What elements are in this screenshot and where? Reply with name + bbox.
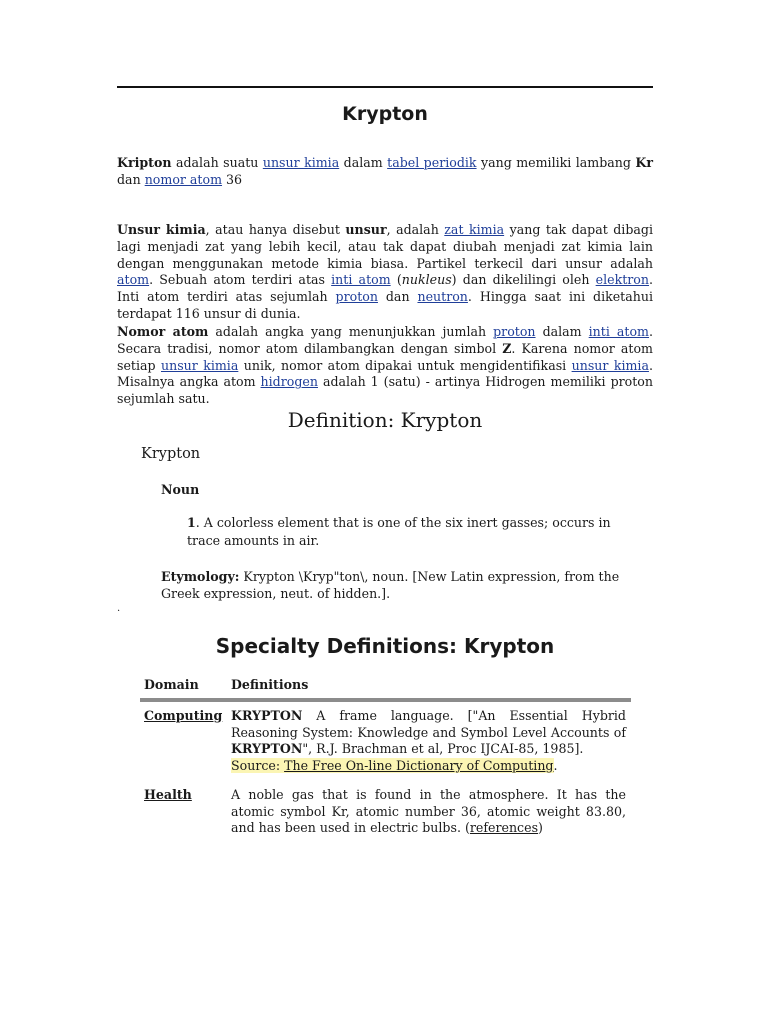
unsur-text: . Hingga saat ini diketahui terdapat 116 unsur di dunia. [117, 289, 654, 321]
definition-cell-health [231, 787, 626, 837]
def-text: ", R.J. Brachman et al, Proc IJCAI-85, 1985]. [302, 741, 584, 757]
unsur-bold-word: unsur [345, 222, 387, 237]
unsur-text: , adalah [386, 222, 445, 237]
link-atom[interactable]: atom [117, 272, 150, 288]
nomor-bold-term: Nomor atom [117, 324, 209, 339]
def-text: A noble gas that is found in the atmosphere. It has the atomic symbol Kr, atomic number 36, atomic weight 83.80, and has been used in electric bulbs. ( [231, 787, 626, 836]
intro-text: 36 [222, 171, 243, 187]
specialty-heading: Specialty Definitions: Krypton [215, 634, 555, 658]
link-inti-atom-2[interactable]: inti atom [588, 324, 650, 339]
def-text: ) [538, 820, 543, 836]
stray-dot: . [117, 603, 121, 614]
definition-heading: Definition: Krypton [287, 408, 483, 432]
page-title: Krypton [342, 103, 428, 125]
def-text: A frame language. ["An Essential Hybrid Reasoning System: Knowledge and Symbol Level Accounts of [231, 708, 626, 740]
unsur-text: ( [390, 272, 402, 288]
column-header-definitions: Definitions [231, 677, 309, 692]
top-rule [117, 86, 653, 88]
unsur-italic: nukleus [401, 272, 452, 288]
unsur-kimia-paragraph [117, 222, 653, 323]
nomor-text: adalah 1 (satu) - artinya Hidrogen memiliki proton sejumlah satu. [117, 374, 653, 407]
link-hidrogen[interactable]: hidrogen [260, 374, 318, 390]
unsur-text: . Inti atom terdiri atas sejumlah [117, 272, 653, 305]
intro-text: yang memiliki lambang [476, 155, 636, 170]
sense-number: 1 [187, 515, 196, 530]
nomor-atom-paragraph [117, 324, 653, 408]
nomor-text: unik, nomor atom dipakai untuk mengidentifikasi [238, 357, 572, 373]
etymology-label: Etymology: [161, 569, 240, 584]
link-neutron[interactable]: neutron [417, 289, 468, 305]
intro-paragraph [117, 155, 653, 189]
unsur-text: yang tak dapat dibagi lagi menjadi zat yang lebih kecil, atau tak dapat diubah menjadi zat kimia lain dengan menggunakan metode kimia biasa. Partikel terkecil dari unsur adalah [117, 222, 653, 271]
column-header-domain: Domain [144, 677, 199, 692]
unsur-text: . Sebuah atom terdiri atas [149, 272, 332, 288]
def-bold-term: KRYPTON [231, 741, 303, 757]
link-tabel-periodik[interactable]: tabel periodik [387, 155, 477, 170]
link-nomor-atom[interactable]: nomor atom [144, 171, 223, 187]
source-end: . [553, 757, 558, 773]
link-unsur-kimia-3[interactable]: unsur kimia [571, 357, 649, 373]
intro-symbol: Kr [635, 155, 653, 170]
nomor-text: . Secara tradisi, nomor atom dilambangkan dengan simbol [117, 324, 654, 356]
nomor-text: dalam [535, 324, 589, 339]
source-label: Source: [231, 757, 285, 773]
unsur-text: dan [377, 289, 418, 305]
unsur-bold-term: Unsur kimia [117, 222, 206, 237]
nomor-text: . Karena nomor atom setiap [117, 340, 653, 373]
def-bold-term: KRYPTON [231, 708, 303, 723]
link-inti-atom[interactable]: inti atom [331, 272, 391, 288]
link-unsur-kimia[interactable]: unsur kimia [262, 155, 340, 170]
nomor-text: . Misalnya angka atom [117, 357, 653, 390]
domain-cell-health: Health [144, 787, 192, 802]
sense-text: . A colorless element that is one of the six inert gasses; occurs in trace amounts in air. [187, 515, 611, 548]
link-proton[interactable]: proton [335, 289, 378, 305]
etymology-text: Krypton \Kryp"ton\, noun. [New Latin expression, from the Greek expression, neut. of hidden.]. [161, 569, 620, 601]
link-proton-2[interactable]: proton [493, 324, 536, 339]
unsur-text: ) dan dikelilingi oleh [451, 272, 596, 288]
intro-text: dalam [339, 155, 388, 170]
link-unsur-kimia-2[interactable]: unsur kimia [160, 357, 239, 373]
link-elektron[interactable]: elektron [595, 272, 649, 288]
source-highlight [231, 758, 554, 773]
domain-cell-computing: Computing [144, 708, 223, 723]
intro-text: adalah suatu [171, 155, 263, 170]
table-header-divider [140, 698, 631, 702]
intro-text: dan [117, 171, 145, 187]
nomor-symbol: Z [502, 340, 512, 356]
part-of-speech: Noun [161, 482, 200, 497]
link-references[interactable]: references [469, 820, 539, 836]
unsur-text: , atau hanya disebut [205, 222, 346, 237]
nomor-text: adalah angka yang menunjukkan jumlah [208, 324, 494, 339]
intro-bold-term: Kripton [117, 155, 172, 170]
link-zat-kimia[interactable]: zat kimia [444, 222, 505, 237]
definition-term: Krypton [141, 446, 201, 462]
etymology [161, 568, 641, 602]
definition-cell-computing [231, 708, 626, 774]
definition-sense [187, 514, 647, 549]
link-foldoc[interactable]: The Free On-line Dictionary of Computing [284, 757, 554, 773]
